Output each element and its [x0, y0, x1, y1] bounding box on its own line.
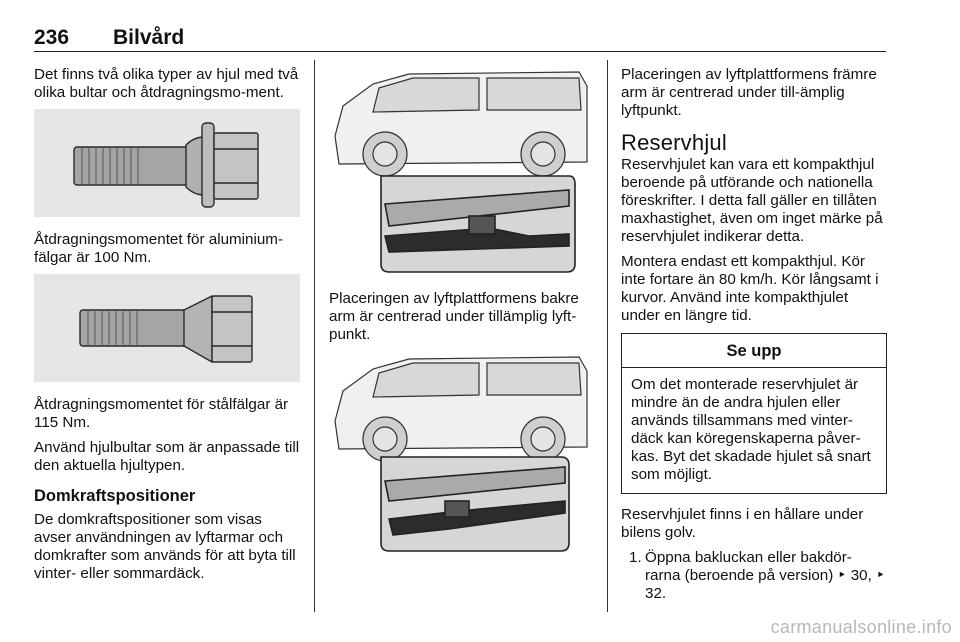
column-1 — [34, 66, 300, 590]
bolt-advice: Använd hjulbultar som är anpassade till den aktuella hjultypen. — [34, 439, 300, 474]
spare-wheel-para-2: Montera endast ett kompakthjul. Kör inte fortare än 80 km/h. Kör långsamt i kurvor. Använd inte kompakthjulet under en längre tid. — [621, 253, 879, 324]
caution-title: Se upp — [622, 334, 886, 368]
jack-positions-text: De domkraftspositioner som visas avser användningen av lyftarmar och domkrafter som används för att byta till vinter- eller sommardäck. — [34, 511, 296, 582]
jack-positions-heading: Domkraftspositioner — [34, 487, 196, 505]
footer-watermark: carmanualsonline.info — [770, 617, 952, 637]
aluminium-wheel-bolt-illustration — [34, 109, 300, 217]
section-title: Bilvård — [113, 26, 185, 49]
reference-link-1[interactable]: 30, — [850, 567, 872, 584]
spare-wheel-para-1: Reservhjulet kan vara ett kompakthjul beroende på utförande och nationella föreskrifter. I detta fall gäller en tillåten maxhastighet, även om inget märke på reservhjulet indikerar detta. — [621, 156, 883, 245]
arrow-ref-icon[interactable]: ‣ — [876, 567, 886, 584]
caution-box — [621, 333, 887, 494]
caption-aluminium: Åtdragningsmomentet för aluminium-fälgar är 100 Nm. — [34, 231, 284, 266]
caption-rear-arm: Placeringen av lyftplattformens bakre arm är centrerad under tillämplig lyft-punkt. — [329, 290, 579, 343]
list-item-number: 1. — [629, 549, 642, 566]
column-3 — [621, 66, 887, 603]
column-divider-left — [314, 60, 315, 612]
caution-text: Om det monterade reservhjulet är mindre än de andra hjulen eller används tillsammans med vinter-däck kan köregenskaperna påver-kas. Byt det skadade hjulet så snart som möjligt. — [631, 376, 871, 483]
caption-front-arm: Placeringen av lyftplattformens främre arm är centrerad under till-ämplig lyftpunkt. — [621, 66, 877, 119]
spare-wheel-heading: Reservhjul — [621, 130, 727, 155]
page-number: 236 — [34, 26, 70, 49]
arrow-ref-icon[interactable]: ‣ — [837, 567, 847, 584]
intro-text: Det finns två olika typer av hjul med två olika bultar och åtdragningsmo-ment. — [34, 66, 299, 101]
list-item-text: Öppna bakluckan eller bakdör-rarna (beroende på version) — [645, 549, 852, 584]
rear-lift-point-illustration — [329, 66, 593, 274]
column-2 — [329, 66, 593, 575]
page-header — [34, 26, 886, 52]
spare-wheel-para-3: Reservhjulet finns i en hållare under bilens golv. — [621, 506, 864, 541]
front-lift-point-illustration — [329, 351, 593, 559]
reference-link-2[interactable]: 32. — [645, 585, 667, 602]
caption-steel: Åtdragningsmomentet för stålfälgar är 115 Nm. — [34, 396, 289, 431]
list-item — [621, 549, 887, 603]
steel-wheel-bolt-illustration — [34, 274, 300, 382]
column-divider-right — [607, 60, 608, 612]
